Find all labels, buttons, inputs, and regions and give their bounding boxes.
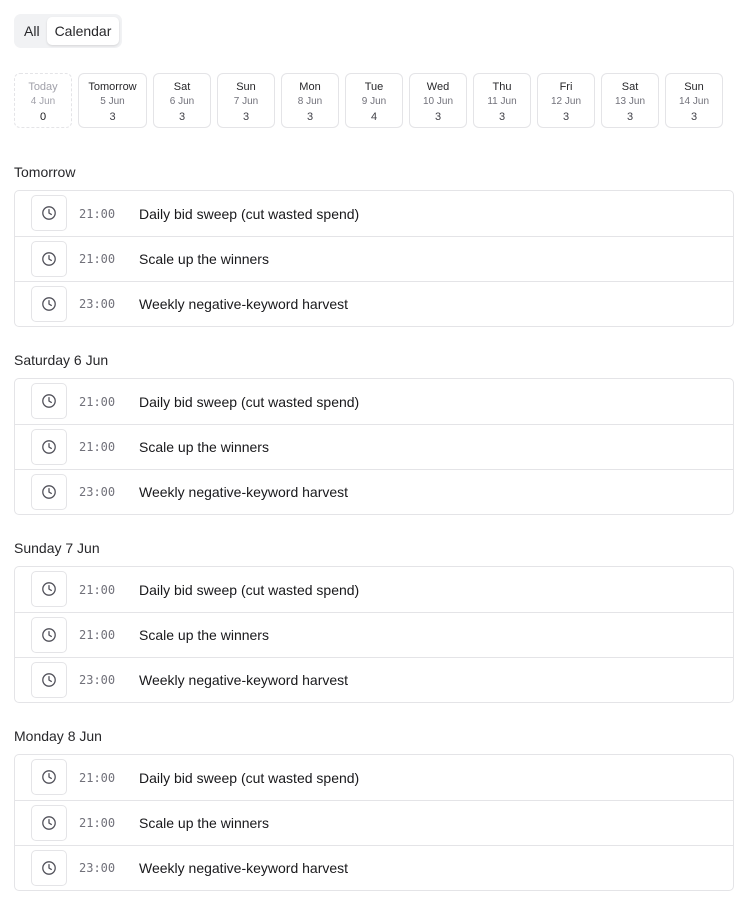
day-chip-count: 3 — [562, 111, 570, 123]
schedule-row[interactable] — [15, 281, 733, 326]
schedule-row[interactable] — [15, 567, 733, 612]
view-all-option[interactable]: All — [24, 23, 40, 39]
day-chip-name: Today — [28, 81, 58, 93]
schedule-row[interactable] — [15, 379, 733, 424]
day-chip[interactable] — [537, 73, 595, 128]
schedule-group — [14, 190, 734, 327]
day-chip-name: Thu — [492, 81, 512, 93]
day-chip-date: 5 Jun — [100, 96, 125, 107]
day-chip-name: Tue — [364, 81, 384, 93]
schedule-title: Scale up the winners — [139, 439, 269, 455]
clock-icon[interactable] — [31, 241, 67, 277]
schedule-time: 21:00 — [79, 440, 116, 454]
schedule-time: 21:00 — [79, 816, 116, 830]
day-chip-count: 3 — [690, 111, 698, 123]
day-chip-name: Fri — [559, 81, 573, 93]
schedule-title: Scale up the winners — [139, 627, 269, 643]
schedule-row[interactable] — [15, 191, 733, 236]
day-chip-date: 10 Jun — [422, 96, 454, 107]
day-chip[interactable] — [345, 73, 403, 128]
schedule-title: Weekly negative-keyword harvest — [139, 860, 349, 876]
clock-icon[interactable] — [31, 662, 67, 698]
schedule-row[interactable] — [15, 845, 733, 890]
schedule-row[interactable] — [15, 469, 733, 514]
day-chip-count: 0 — [39, 111, 47, 123]
day-chip-date: 6 Jun — [169, 96, 195, 107]
day-strip[interactable] — [14, 73, 735, 131]
day-chip[interactable] — [14, 73, 72, 128]
schedule-time: 21:00 — [79, 628, 116, 642]
schedule-title: Weekly negative-keyword harvest — [139, 296, 349, 312]
day-chip[interactable] — [281, 73, 339, 128]
day-chip[interactable] — [409, 73, 467, 128]
clock-icon[interactable] — [31, 850, 67, 886]
schedule-time: 21:00 — [79, 206, 116, 221]
day-chip-count: 4 — [370, 111, 378, 123]
day-chip-date: 11 Jun — [487, 96, 517, 107]
day-chip[interactable] — [473, 73, 531, 128]
day-chip-name: Sat — [621, 81, 639, 93]
schedule-row[interactable] — [15, 236, 733, 281]
schedule-group — [14, 754, 734, 891]
schedule-row[interactable] — [15, 755, 733, 800]
day-chip-date: 7 Jun — [233, 96, 259, 107]
day-chip-count: 3 — [434, 111, 442, 123]
day-chip-name: Tomorrow — [88, 81, 137, 93]
day-chip[interactable] — [601, 73, 659, 128]
clock-icon[interactable] — [31, 474, 67, 510]
group-heading: Sunday 7 Jun — [14, 540, 100, 556]
schedule-row[interactable] — [15, 657, 733, 702]
day-chip-count: 3 — [306, 111, 314, 123]
schedule-row[interactable] — [15, 424, 733, 469]
schedule-title: Scale up the winners — [139, 815, 269, 831]
schedule-time: 23:00 — [79, 673, 116, 687]
schedule-time: 23:00 — [79, 297, 116, 311]
day-chip-name: Wed — [426, 81, 450, 93]
schedule-time: 21:00 — [79, 252, 116, 266]
clock-icon[interactable] — [31, 195, 67, 231]
schedule-title: Daily bid sweep (cut wasted spend) — [139, 769, 360, 786]
schedule-title: Daily bid sweep (cut wasted spend) — [139, 205, 360, 222]
schedule-time: 23:00 — [79, 861, 116, 875]
day-chip-date: 14 Jun — [678, 96, 710, 107]
clock-icon[interactable] — [31, 429, 67, 465]
day-chip-date: 9 Jun — [361, 96, 387, 107]
day-chip-count: 3 — [498, 111, 506, 123]
day-chip[interactable] — [217, 73, 275, 128]
clock-icon[interactable] — [31, 805, 67, 841]
day-chip-name: Mon — [299, 81, 321, 93]
clock-icon[interactable] — [31, 571, 67, 607]
day-chip-date: 8 Jun — [297, 96, 323, 107]
day-chip[interactable] — [153, 73, 211, 128]
day-chip-count: 3 — [178, 111, 186, 123]
day-chip[interactable] — [78, 73, 147, 128]
schedule-title: Weekly negative-keyword harvest — [139, 672, 349, 688]
clock-icon[interactable] — [31, 383, 67, 419]
view-calendar-option[interactable]: Calendar — [47, 17, 120, 45]
day-chip-count: 3 — [242, 111, 250, 123]
group-heading: Tomorrow — [14, 164, 76, 180]
schedule-row[interactable] — [15, 612, 733, 657]
day-chip-date: 13 Jun — [614, 96, 646, 107]
clock-icon[interactable] — [31, 759, 67, 795]
group-heading: Monday 8 Jun — [14, 728, 102, 744]
schedule-row[interactable] — [15, 800, 733, 845]
view-toggle — [14, 14, 122, 48]
schedule-time: 21:00 — [79, 770, 116, 785]
schedule-time: 21:00 — [79, 394, 116, 409]
clock-icon[interactable] — [31, 286, 67, 322]
clock-icon[interactable] — [31, 617, 67, 653]
schedule-title: Daily bid sweep (cut wasted spend) — [139, 581, 360, 598]
schedule-time: 23:00 — [79, 485, 116, 499]
schedule-time: 21:00 — [79, 582, 116, 597]
schedule-title: Weekly negative-keyword harvest — [139, 484, 349, 500]
day-chip-name: Sat — [173, 81, 191, 93]
schedule-group — [14, 378, 734, 515]
group-heading: Saturday 6 Jun — [14, 352, 109, 368]
day-chip[interactable] — [665, 73, 723, 128]
day-chip-name: Sun — [684, 81, 704, 93]
day-chip-count: 3 — [109, 111, 116, 123]
schedule-group — [14, 566, 734, 703]
day-chip-date: 12 Jun — [550, 96, 582, 107]
schedule-title: Scale up the winners — [139, 251, 269, 267]
day-chip-date: 4 Jun — [30, 96, 56, 107]
day-chip-name: Sun — [236, 81, 256, 93]
schedule-title: Daily bid sweep (cut wasted spend) — [139, 393, 360, 410]
day-chip-count: 3 — [626, 111, 634, 123]
